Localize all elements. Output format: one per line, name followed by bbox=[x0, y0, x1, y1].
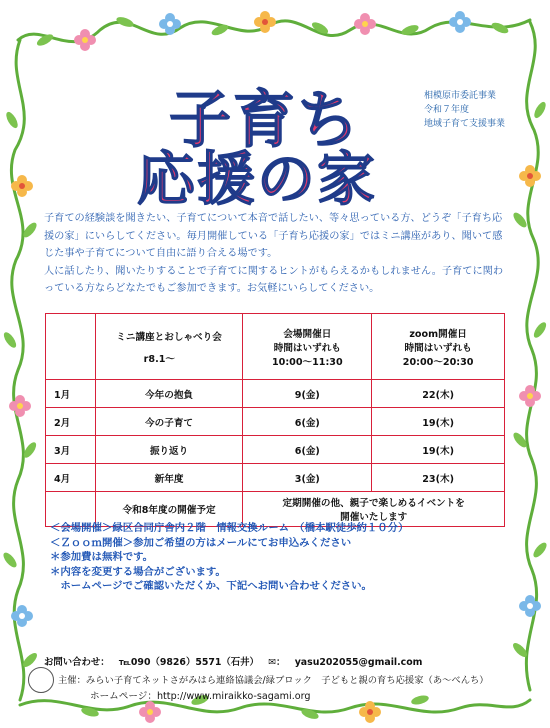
page-title-line2: 応援の家 bbox=[136, 145, 377, 213]
table-row bbox=[46, 408, 505, 436]
zoom-date-cell: 22(木) bbox=[372, 380, 505, 408]
intro-paragraph: 人に話したり、聞いたりすることで子育てに関するヒントがもらえるかもしれません。子育てに関わっている方ならどなたでもご参加できます。お気軽にいらしてください。 bbox=[44, 265, 504, 294]
venue-date-cell: 9(金) bbox=[243, 380, 372, 408]
month-cell: 3月 bbox=[46, 436, 96, 464]
contact-line bbox=[44, 654, 524, 668]
header-topic-start: r8.1～ bbox=[143, 353, 175, 365]
organization-logo-icon bbox=[28, 667, 54, 693]
header-topic-title: ミニ講座とおしゃべり会 bbox=[116, 331, 222, 343]
host-organization: 主催：みらい子育てネットさがみはら連絡協議会/緑ブロック 子どもと親の育ち応援家（あ～べんち） bbox=[58, 675, 489, 686]
topic-cell: 今の子育て bbox=[95, 408, 243, 436]
page-title-line1: 子育ち bbox=[168, 83, 361, 156]
intro-text bbox=[44, 210, 506, 298]
table-row bbox=[46, 464, 505, 492]
header-topic-cell bbox=[95, 314, 243, 380]
header-zoom-time: 20:00～20:30 bbox=[402, 356, 474, 368]
schedule-table bbox=[45, 313, 505, 527]
note-fee: ＊参加費は無料です。 bbox=[50, 551, 154, 563]
mail-icon: ✉： bbox=[268, 657, 286, 668]
note-change: ＊内容を変更する場合がございます。 bbox=[50, 565, 226, 578]
contact-phone: ℡090（9826）5571（石井） bbox=[118, 657, 259, 668]
sponsor-line: 相模原市委託事業 bbox=[424, 91, 497, 101]
intro-paragraph: 子育ての経験談を聞きたい、子育てについて本音で話したい、等々思っている方、どうぞ「子育ち応援の家」にいらしてください。毎月開催している「子育ち応援の家」ではミニ講座があり、聞いて感じた事や子育てについて自由に語り合える場です。 bbox=[44, 213, 503, 259]
header-venue-title: 会場開催日 bbox=[283, 328, 332, 340]
header-blank-cell bbox=[46, 314, 96, 380]
plan-text-line: 定期開催の他、親子で楽しめるイベントを bbox=[282, 498, 465, 509]
contact-email[interactable]: yasu202055@gmail.com bbox=[294, 657, 423, 668]
venue-date-cell: 3(金) bbox=[243, 464, 372, 492]
header-venue-note: 時間はいずれも bbox=[273, 342, 341, 354]
sponsor-line: 地域子育て支援事業 bbox=[424, 119, 506, 129]
homepage-link[interactable]: ホームページ：http://www.miraikko-sagami.org bbox=[90, 691, 311, 702]
zoom-date-cell: 19(木) bbox=[372, 408, 505, 436]
footer bbox=[44, 654, 524, 702]
zoom-date-cell: 23(木) bbox=[372, 464, 505, 492]
note-homepage: ホームページでご確認いただくか、下記へお問い合わせください。 bbox=[50, 580, 372, 592]
note-venue: ＜会場開催＞緑区合同庁舎内２階 情報交換ルーム （橋本駅徒歩約１０分） bbox=[50, 522, 409, 534]
plan-label-cell: 令和8年度の開催予定 bbox=[95, 492, 243, 527]
topic-cell: 振り返り bbox=[95, 436, 243, 464]
zoom-date-cell: 19(木) bbox=[372, 436, 505, 464]
note-zoom: ＜Ｚｏｏｍ開催＞参加ご希望の方はメールにてお申込みください bbox=[50, 536, 352, 549]
header-zoom-note: 時間はいずれも bbox=[404, 342, 472, 354]
plan-text-line: 開催いたします bbox=[340, 512, 408, 523]
sponsor-line: 令和７年度 bbox=[424, 105, 470, 115]
header-venue-cell bbox=[243, 314, 372, 380]
header-zoom-title: zoom開催日 bbox=[409, 328, 467, 340]
contact-label: お問い合わせ： bbox=[44, 657, 110, 668]
month-cell: 2月 bbox=[46, 408, 96, 436]
topic-cell: 今年の抱負 bbox=[95, 380, 243, 408]
schedule-header-row bbox=[46, 314, 505, 380]
month-cell: 4月 bbox=[46, 464, 96, 492]
venue-date-cell: 6(金) bbox=[243, 436, 372, 464]
notes-block bbox=[50, 521, 520, 594]
header-zoom-cell bbox=[372, 314, 505, 380]
table-row bbox=[46, 436, 505, 464]
table-row bbox=[46, 380, 505, 408]
header-venue-time: 10:00～11:30 bbox=[271, 356, 343, 368]
topic-cell: 新年度 bbox=[95, 464, 243, 492]
month-cell: 1月 bbox=[46, 380, 96, 408]
venue-date-cell: 6(金) bbox=[243, 408, 372, 436]
